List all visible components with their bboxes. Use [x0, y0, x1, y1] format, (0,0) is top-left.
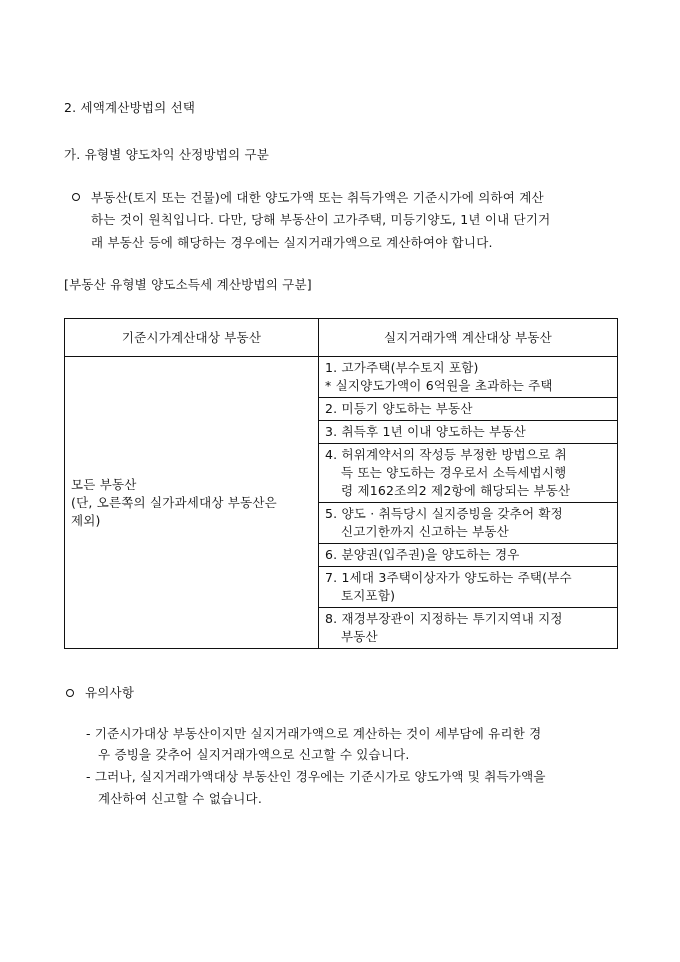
- actual-price-item-1: [319, 357, 618, 398]
- item-3-line-1: 3. 취득후 1년 이내 양도하는 부동산: [325, 424, 526, 439]
- table-caption: [부동산 유형별 양도소득세 계산방법의 구분]: [64, 277, 312, 292]
- item-7-line-1: 7. 1세대 3주택이상자가 양도하는 주택(부수: [325, 570, 572, 585]
- intro-line-3: 래 부동산 등에 해당하는 경우에는 실지거래가액으로 계산하여야 합니다.: [91, 235, 493, 250]
- intro-line-2: 하는 것이 원칙입니다. 다만, 당해 부동산이 고가주택, 미등기양도, 1년 이내 단기거: [91, 212, 551, 227]
- item-4-line-2: 득 또는 양도하는 경우로서 소득세법시행: [341, 465, 567, 480]
- note-2-line-2: 계산하여 신고할 수 없습니다.: [98, 791, 262, 806]
- section-title: 2. 세액계산방법의 선택: [64, 100, 196, 115]
- item-5-line-2: 신고기한까지 신고하는 부동산: [341, 524, 509, 539]
- intro-line-1: 부동산(토지 또는 건물)에 대한 양도가액 또는 취득가액은 기준시가에 의하여 계산: [91, 190, 544, 205]
- item-4-line-3: 령 제162조의2 제2항에 해당되는 부동산: [341, 483, 571, 498]
- table-row: [65, 357, 618, 398]
- property-type-table: [64, 318, 618, 649]
- item-4-line-1: 4. 허위계약서의 작성등 부정한 방법으로 취: [325, 447, 567, 462]
- circle-bullet-icon: [72, 193, 80, 201]
- note-1-line-2: 우 증빙을 갖추어 실지거래가액으로 신고할 수 있습니다.: [98, 747, 410, 762]
- actual-price-item-4: [319, 444, 618, 503]
- actual-price-item-6: [319, 544, 618, 567]
- item-5-line-1: 5. 양도 · 취득당시 실지증빙을 갖추어 확정: [325, 506, 563, 521]
- actual-price-item-3: [319, 421, 618, 444]
- header-standard-price: 기준시가계산대상 부동산: [65, 319, 319, 357]
- actual-price-item-8: [319, 608, 618, 649]
- left-cell-line-1: 모든 부동산: [71, 476, 137, 492]
- subsection-title: 가. 유형별 양도차익 산정방법의 구분: [64, 147, 269, 162]
- header-actual-price: 실지거래가액 계산대상 부동산: [319, 319, 618, 357]
- left-cell-line-2: (단, 오른쪽의 실가과세대상 부동산은: [71, 494, 277, 510]
- item-8-line-1: 8. 재경부장관이 지정하는 투기지역내 지정: [325, 611, 563, 626]
- standard-price-property-cell: [65, 357, 319, 649]
- notes-title: 유의사항: [85, 685, 135, 700]
- actual-price-item-2: [319, 398, 618, 421]
- table-header-row: [65, 319, 618, 357]
- actual-price-item-7: [319, 567, 618, 608]
- item-1-line-2: * 실지양도가액이 6억원을 초과하는 주택: [325, 378, 553, 393]
- item-1-line-1: 1. 고가주택(부수토지 포함): [325, 360, 479, 375]
- item-7-line-2: 토지포함): [341, 588, 396, 603]
- item-6-line-1: 6. 분양권(입주권)을 양도하는 경우: [325, 547, 520, 562]
- item-8-line-2: 부동산: [341, 629, 378, 644]
- left-cell-line-3: 제외): [71, 512, 101, 528]
- item-2-line-1: 2. 미등기 양도하는 부동산: [325, 401, 473, 416]
- actual-price-item-5: [319, 503, 618, 544]
- note-1-line-1: - 기준시가대상 부동산이지만 실지거래가액으로 계산하는 것이 세부담에 유리한 경: [86, 726, 542, 741]
- circle-bullet-icon: [66, 689, 74, 697]
- note-2-line-1: - 그러나, 실지거래가액대상 부동산인 경우에는 기준시가로 양도가액 및 취득가액을: [86, 769, 546, 784]
